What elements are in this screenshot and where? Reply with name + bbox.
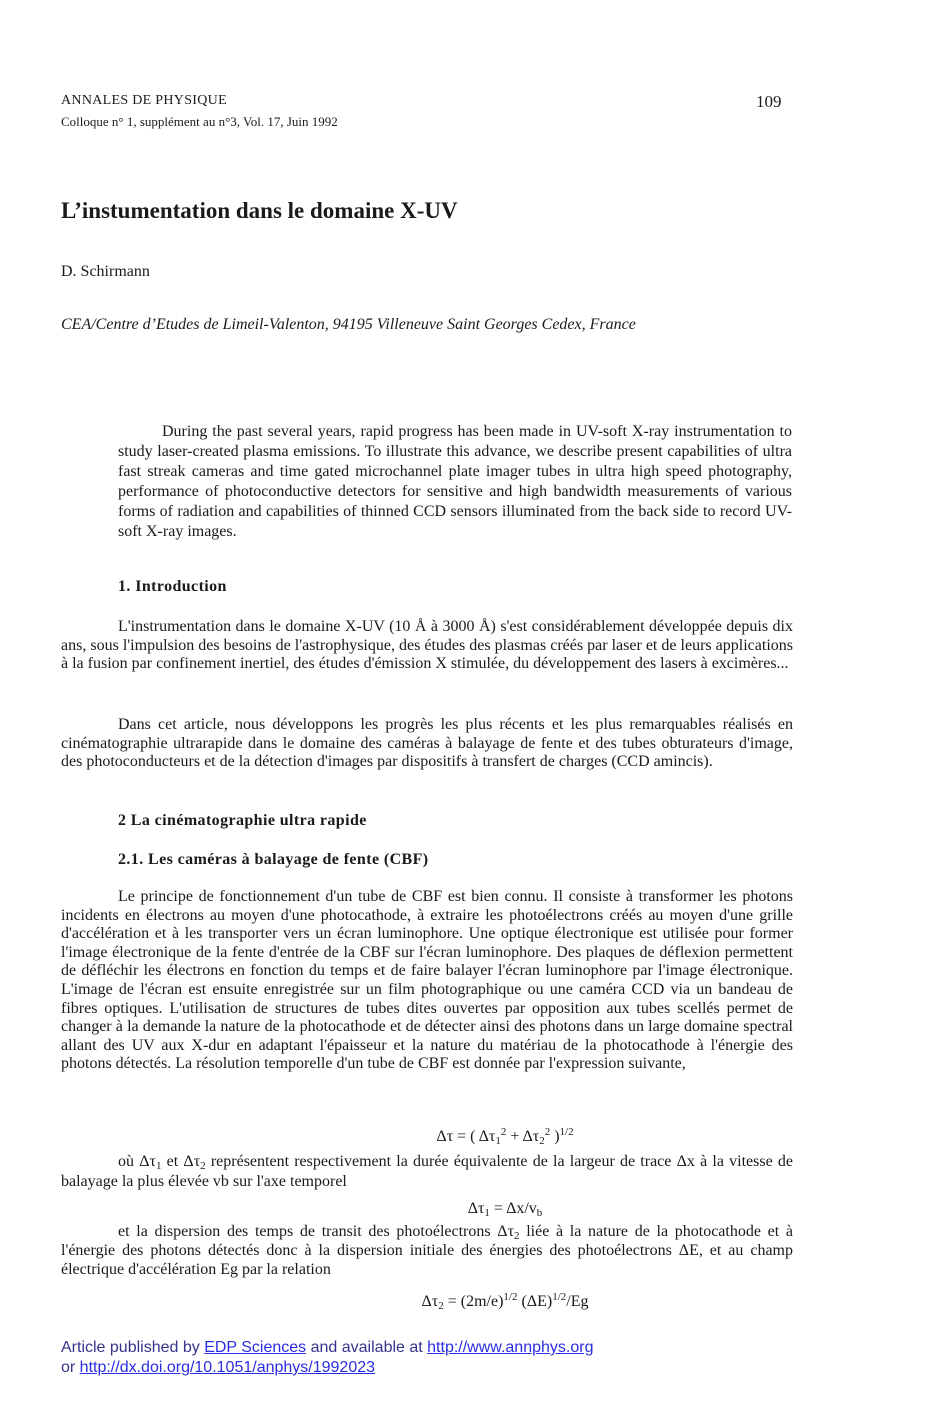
author: D. Schirmann <box>61 263 150 280</box>
paragraph-introduction-1: L'instrumentation dans le domaine X-UV (10 Å à 3000 Å) s'est considérablement développée depuis dix ans, sous l'impulsion des besoins de l'astrophysique, des études des plasmas créés par laser et de leurs applications à la fusion par confinement inertiel, des études d'émission X stimulée, du développement des lasers à excimères... <box>61 618 793 673</box>
paragraph-transit-dispersion: et la dispersion des temps de transit des photoélectrons $\Delta\tau_2$ liée à la nature de la photocathode et à l'énergie des photons détectés donc à la dispersion initiale des énergies des photoélectrons ΔE, et au champ électrique d'accélération Eg par la relation <box>61 1223 793 1278</box>
paragraph-introduction-2: Dans cet article, nous développons les progrès les plus récents et les plus remarquables réalisés en cinématographie ultrarapide dans le domaine des caméras à balayage de fente et des tubes obturateurs d'image, des photoconducteurs et de la détection d'images par dispositifs à transfert de charges (CCD amincis). <box>61 716 793 771</box>
affiliation: CEA/Centre d’Etudes de Limeil-Valenton, 94195 Villeneuve Saint Georges Cedex, France <box>61 316 636 333</box>
footer-line-2: or http://dx.doi.org/10.1051/anphys/1992023 <box>61 1359 376 1376</box>
equation-sweep-speed: $\Delta\tau_1 = \Delta x/v_b$ <box>467 1200 543 1219</box>
journal-name: ANNALES DE PHYSIQUE <box>61 93 227 108</box>
abstract: During the past several years, rapid progress has been made in UV-soft X-ray instrumentation to study laser-created plasma emissions. To illustrate this advance, we describe present capabilities of ultra fast streak cameras and time gated microchannel plate imager tubes in ultra high speed photography, performance of photoconductive detectors for sensitive and high bandwidth measurements of various forms of radiation and capabilities of thinned CCD sensors illuminated from the back side to record UV-soft X-ray images. <box>118 423 792 540</box>
equation-transit-time: $\Delta\tau_2 = (2m/e)^{1/2}$ $(\Delta E)^{1/2}/Eg$ <box>421 1291 589 1312</box>
paragraph-trace-width: où $\Delta\tau_1$ et $\Delta\tau_2$ représentent respectivement la durée équivalente de la largeur de trace Δx à la vitesse de balayage la plus élevée vb sur l'axe temporel <box>61 1153 794 1190</box>
section-heading-introduction: 1. Introduction <box>118 578 227 595</box>
section-heading-cinematographie: 2 La cinématographie ultra rapide <box>118 812 367 829</box>
subsection-heading-cbf: 2.1. Les caméras à balayage de fente (CBF) <box>118 851 429 868</box>
doi-link[interactable]: http://dx.doi.org/10.1051/anphys/1992023 <box>79 1359 376 1376</box>
edp-sciences-link[interactable]: EDP Sciences <box>204 1339 307 1356</box>
equation-time-resolution: Δτ = ( $\Delta\tau_1^2 + \Delta\tau_2^2$ )$^{1/2}$ <box>436 1126 574 1147</box>
paragraph-cbf-principle: Le principe de fonctionnement d'un tube de CBF est bien connu. Il consiste à transformer les photons incidents en électrons au moyen d'une photocathode, à extraire les photoélectrons créés au moyen d'une grille d'accélération et à les transporter vers un écran luminophore. Une optique électronique est utilisée pour former l'image électronique de la fente d'entrée de la CBF sur l'écran luminophore. Des plaques de déflexion permettent de défléchir les électrons en fonction du temps et de faire balayer l'écran luminophore par l'image électronique. L'image de l'écran est ensuite enregistrée sur un film photographique ou une caméra CCD via un bandeau de fibres optiques. L'utilisation de structures de tubes dites ouvertes par opposition aux tubes scellés permet de changer à la demande la nature de la photocathode et de détecter ainsi des photons dans un large domaine spectral allant des UV aux X-dur en adaptant l'épaisseur et la nature du matériau de la photocathode à l'énergie des photons détectés. La résolution temporelle d'un tube de CBF est donnée par l'expression suivante, <box>61 888 793 1073</box>
annphys-site-link[interactable]: http://www.annphys.org <box>427 1339 594 1356</box>
issue-info: Colloque n° 1, supplément au n°3, Vol. 17, Juin 1992 <box>61 114 338 129</box>
footer-line-1: Article published by EDP Sciences and available at http://www.annphys.org <box>61 1339 594 1356</box>
page-number: 109 <box>756 92 782 111</box>
article-title: L’instumentation dans le domaine X-UV <box>61 198 458 223</box>
publication-footer <box>61 1338 593 1378</box>
